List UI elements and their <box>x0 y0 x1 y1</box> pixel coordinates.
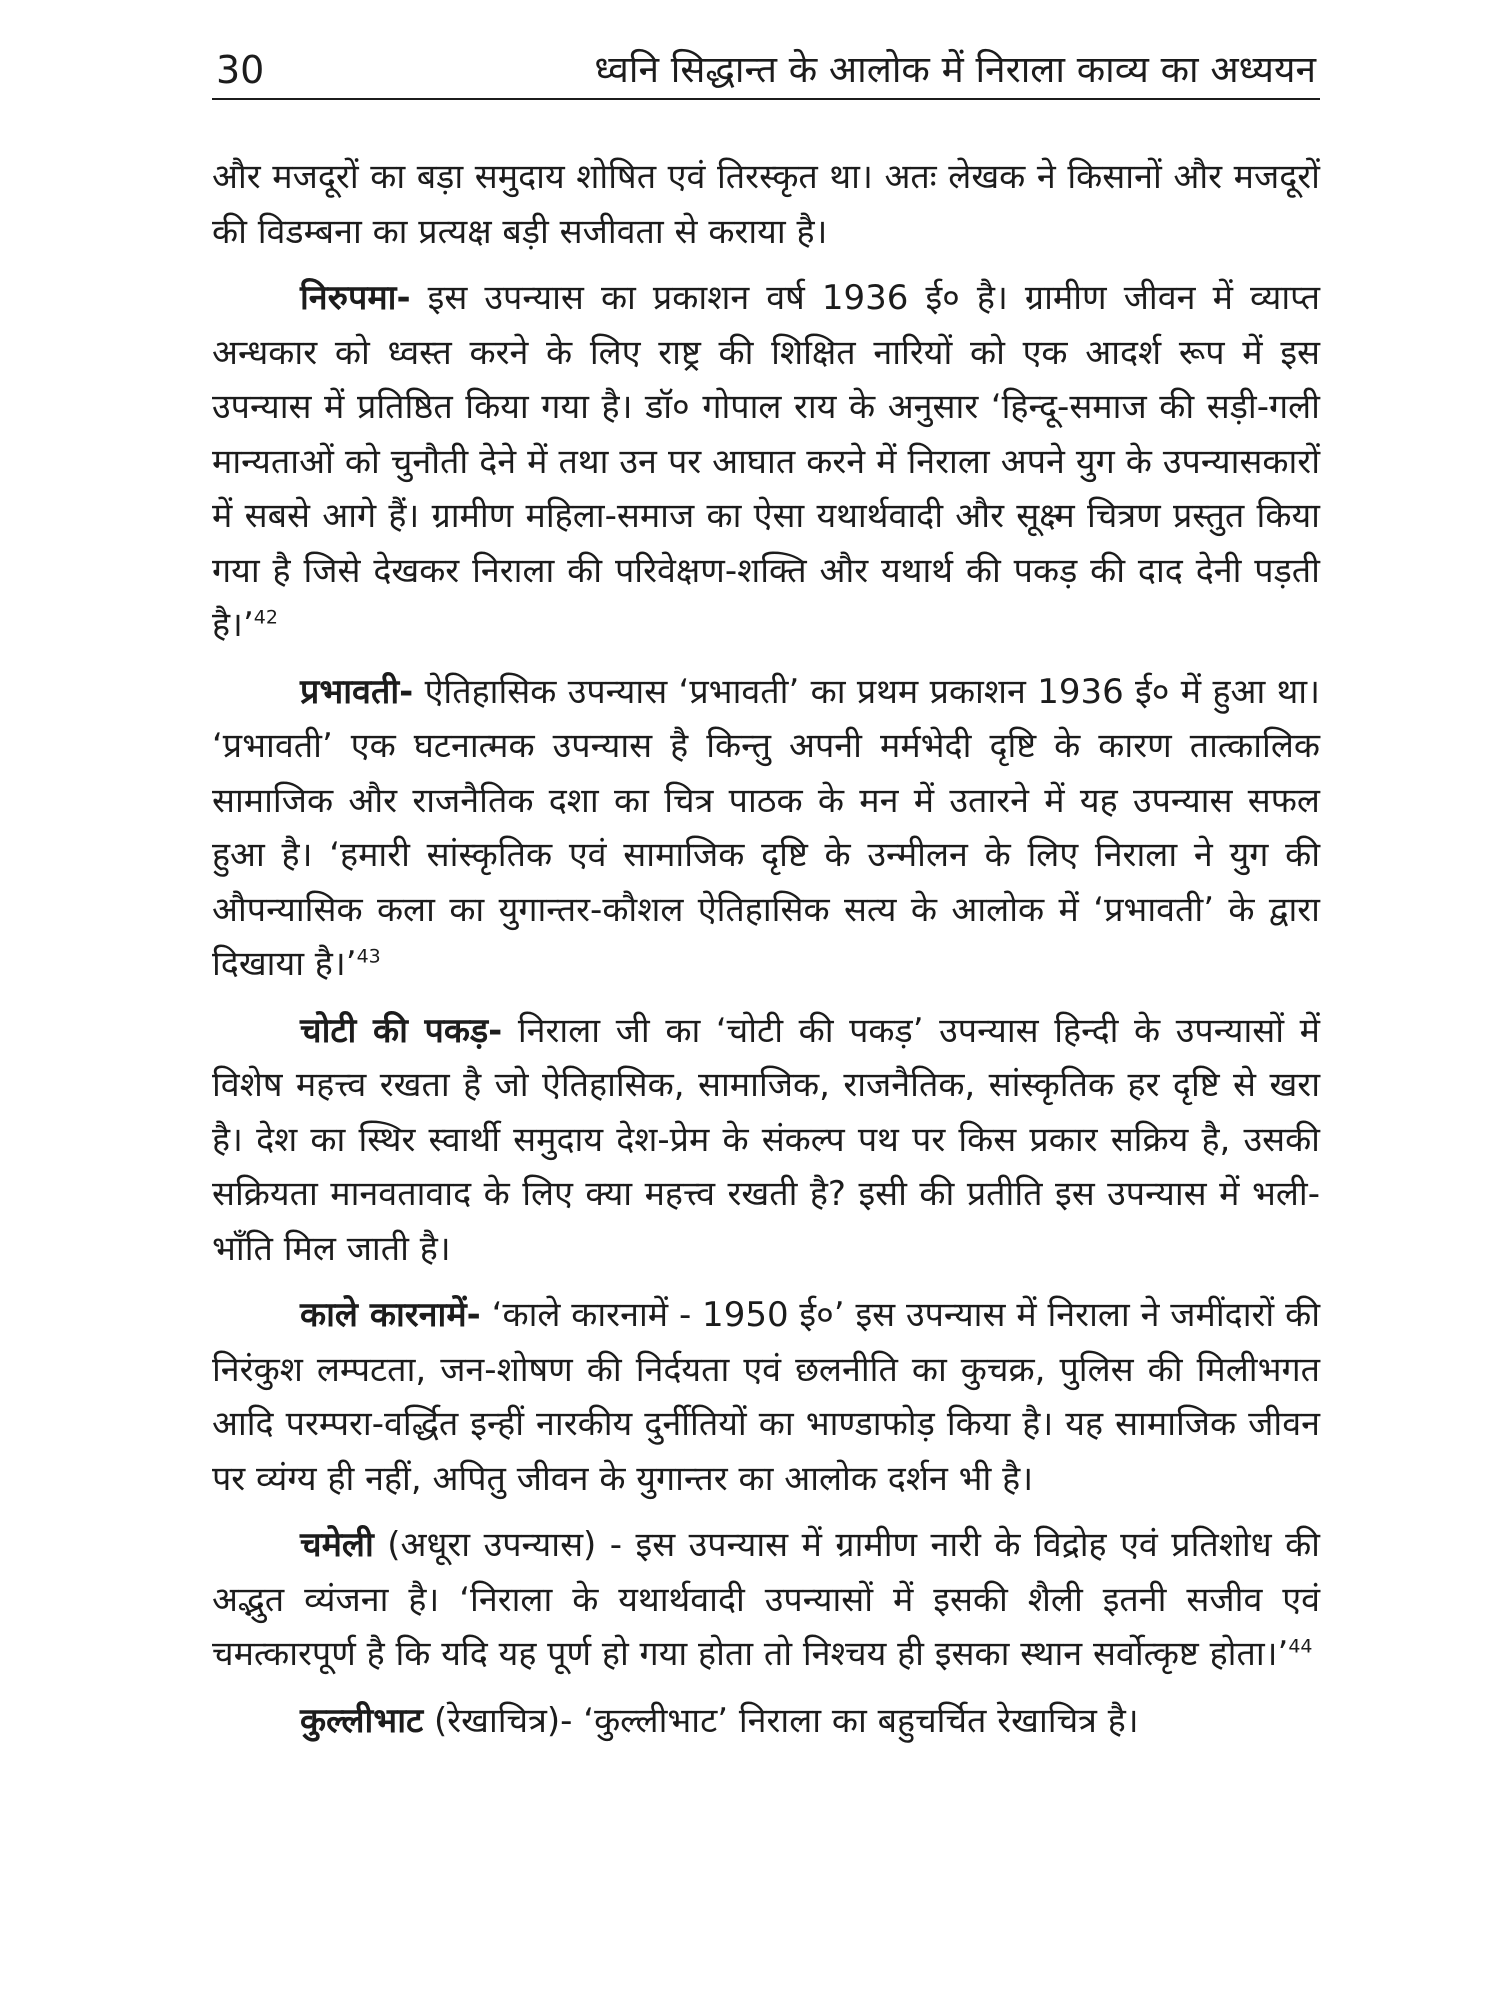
term-heading: चोटी की पकड़- <box>300 1010 503 1051</box>
paragraph-text: ऐतिहासिक उपन्यास ‘प्रभावती’ का प्रथम प्रकाशन 1936 ई० में हुआ था। ‘प्रभावती’ एक घटनात्मक उपन्यास है किन्तु अपनी मर्मभेदी दृष्टि के कारण तात्कालिक सामाजिक और राजनैतिक दशा का चित्र पाठक के मन में उतारने में यह उपन्यास सफल हुआ है। ‘हमारी सांस्कृतिक एवं सामाजिक दृष्टि के उन्मीलन के लिए निराला ने युग की औपन्यासिक कला का युगान्तर-कौशल ऐतिहासिक सत्य के आलोक में ‘प्रभावती’ के द्वारा दिखाया है।’ <box>212 671 1320 984</box>
paragraph-nirupama <box>212 271 1320 653</box>
term-heading: चमेली <box>300 1525 374 1565</box>
paragraph-kale-karname <box>212 1288 1320 1506</box>
paragraph-chameli <box>212 1518 1320 1682</box>
footnote-ref: 42 <box>253 606 278 629</box>
footnote-ref: 44 <box>1288 1635 1313 1658</box>
running-title: ध्वनि सिद्धान्त के आलोक में निराला काव्य का अध्ययन <box>594 48 1316 91</box>
page-number: 30 <box>216 48 265 92</box>
intro-paragraph: और मजदूरों का बड़ा समुदाय शोषित एवं तिरस्कृत था। अतः लेखक ने किसानों और मजदूरों की विडम्बना का प्रत्यक्ष बड़ी सजीवता से कराया है। <box>212 157 1320 252</box>
paragraph-choti-ki-pakad <box>212 1004 1320 1277</box>
footnote-ref: 43 <box>356 945 381 968</box>
term-heading: कुल्लीभाट <box>300 1700 424 1741</box>
page-header <box>212 46 1320 96</box>
term-heading: प्रभावती- <box>300 671 414 712</box>
term-heading: निरुपमा- <box>300 278 411 318</box>
paragraph-text: इस उपन्यास का प्रकाशन वर्ष 1936 ई० है। ग्रामीण जीवन में व्याप्त अन्धकार को ध्वस्त करने के लिए राष्ट्र की शिक्षित नारियों को एक आदर्श रूप में इस उपन्यास में प्रतिष्ठित किया गया है। डॉ० गोपाल राय के अनुसार ‘हिन्दू-समाज की सड़ी-गली मान्यताओं को चुनौती देने में तथा उन पर आघात करने में निराला अपने युग के उपन्यासकारों में सबसे आगे हैं। ग्रामीण महिला-समाज का ऐसा यथार्थवादी और सूक्ष्म चित्रण प्रस्तुत किया गया है जिसे देखकर निराला की परिवेक्षण-शक्ति और यथार्थ की पकड़ की दाद देनी पड़ती है।’ <box>212 278 1320 645</box>
paragraph-text: (अधूरा उपन्यास) - इस उपन्यास में ग्रामीण नारी के विद्रोह एवं प्रतिशोध की अद्भुत व्यंजना है। ‘निराला के यथार्थवादी उपन्यासों में इसकी शैली इतनी सजीव एवं चमत्कारपूर्ण है कि यदि यह पूर्ण हो गया होता तो निश्चय ही इसका स्थान सर्वोत्कृष्ट होता।’ <box>212 1525 1320 1674</box>
paragraph-prabhavati <box>212 665 1320 992</box>
term-heading: काले कारनामें- <box>300 1295 481 1335</box>
paragraph-text: ‘काले कारनामें - 1950 ई०’ इस उपन्यास में निराला ने जमींदारों की निरंकुश लम्पटता, जन-शोषण की निर्दयता एवं छलनीति का कुचक्र, पुलिस की मिलीभगत आदि परम्परा-वर्द्धित इन्हीं नारकीय दुर्नीतियों का भाण्डाफोड़ किया है। यह सामाजिक जीवन पर व्यंग्य ही नहीं, अपितु जीवन के युगान्तर का आलोक दर्शन भी है। <box>212 1295 1321 1499</box>
page-body <box>212 150 1320 1760</box>
paragraph-text: निराला जी का ‘चोटी की पकड़’ उपन्यास हिन्दी के उपन्यासों में विशेष महत्त्व रखता है जो ऐतिहासिक, सामाजिक, राजनैतिक, सांस्कृतिक हर दृष्टि से खरा है। देश का स्थिर स्वार्थी समुदाय देश-प्रेम के संकल्प पथ पर किस प्रकार सक्रिय है, उसकी सक्रियता मानवतावाद के लिए क्या महत्त्व रखती है? इसी की प्रतीति इस उपन्यास में भली-भाँति मिल जाती है। <box>212 1010 1320 1269</box>
paragraph-kullibhat <box>212 1694 1320 1749</box>
paragraph-text: (रेखाचित्र)- ‘कुल्लीभाट’ निराला का बहुचर्चित रेखाचित्र है। <box>423 1700 1139 1741</box>
header-rule <box>212 98 1320 100</box>
